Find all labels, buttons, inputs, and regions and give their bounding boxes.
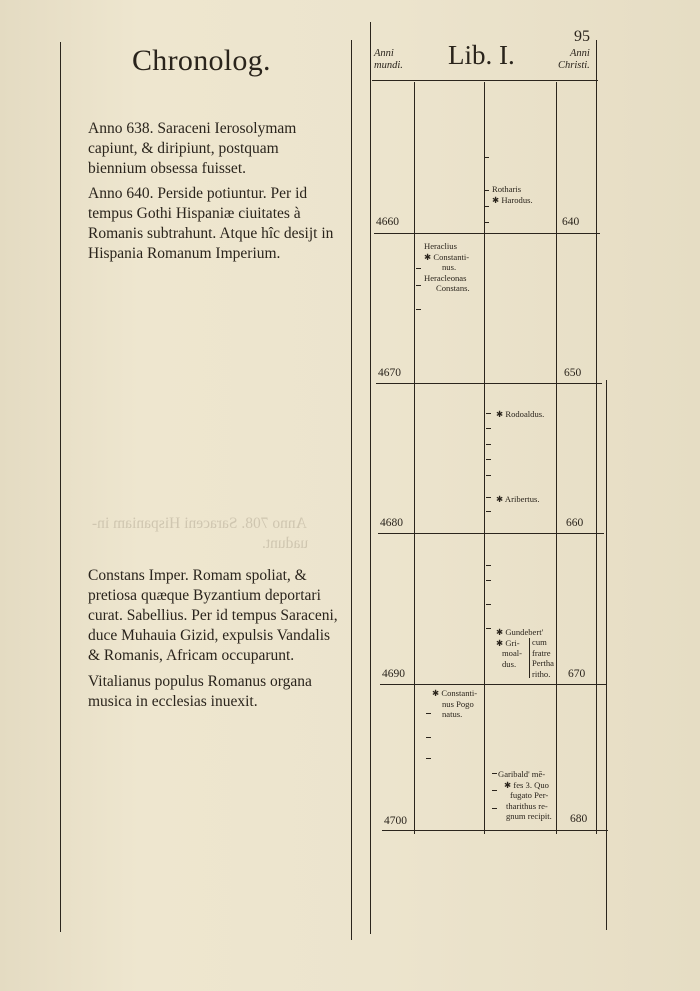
- tick-mark: [426, 758, 431, 759]
- tick-mark: [486, 511, 491, 512]
- tick-mark: [484, 206, 489, 207]
- page-number: 95: [574, 28, 590, 45]
- decade-rule-4660: [374, 233, 600, 234]
- header-anni-christi: Anni Christi.: [558, 48, 590, 71]
- tick-mark: [484, 222, 489, 223]
- paragraph-anno-640: Anno 640. Perside potiuntur. Per id tempus Gothi Hispaniæ ciuitates à Romanis subtrahunt. Atque hîc desijt in Hispania Romanum Imperium.: [88, 185, 334, 262]
- tick-mark: [484, 157, 489, 158]
- left-text-rule: [351, 40, 352, 940]
- table-col-rule-2: [484, 82, 485, 834]
- entry-gundebert-grimoaldus: ✱ Gundebert' ✱ Gri- moal- dus.: [496, 627, 544, 669]
- tick-mark: [486, 475, 491, 476]
- entry-rotharis-harodus: Rotharis ✱ Harodus.: [492, 184, 533, 205]
- tick-mark: [486, 580, 491, 581]
- paragraph-vitalianus: Vitalianus populus Romanus organa musica in ecclesias inuexit.: [88, 673, 312, 710]
- entry-constantinus-pogonatus: ✱ Constanti- nus Pogo natus.: [432, 688, 478, 719]
- entry-heraclius-constans: Heraclius ✱ Constanti- nus. Heracleonas Constans.: [424, 241, 470, 293]
- paragraph-anno-638: Anno 638. Saraceni Ierosolymam capiunt, & diripiunt, postquam biennium obsessa fuisset.: [88, 120, 297, 177]
- tick-mark: [492, 773, 497, 774]
- table-outer-right-rule: [596, 40, 597, 834]
- tick-mark: [426, 713, 431, 714]
- year-christi-660: 660: [566, 517, 584, 529]
- table-col-rule-1: [414, 82, 415, 834]
- tick-mark: [486, 413, 491, 414]
- header-anni-mundi: Anni mundi.: [374, 48, 403, 71]
- tick-mark: [486, 497, 491, 498]
- paragraph-constans: Constans Imper. Romam spoliat, & pretiosa quæque Byzantium deportari curat. Sabellius. Per id tempus Saraceni, duce Muhauia Gizid, expulsis Vandalis & Romanis, Africam occuparunt.: [88, 567, 338, 664]
- year-christi-680: 680: [570, 813, 588, 825]
- year-mundi-4700: 4700: [384, 815, 407, 827]
- entry-aribertus: ✱ Aribertus.: [496, 494, 540, 504]
- year-mundi-4670: 4670: [378, 367, 401, 379]
- tick-mark: [484, 190, 489, 191]
- year-mundi-4680: 4680: [380, 517, 403, 529]
- entry-garibald-pertharithus: Garibald' mē- ✱ fes 3. Quo fugato Per- tharithus re- gnum recipit.: [498, 769, 552, 821]
- decade-rule-4700: [382, 830, 608, 831]
- tick-mark: [486, 604, 491, 605]
- left-margin-rule: [60, 42, 61, 932]
- tick-mark: [486, 565, 491, 566]
- tick-mark: [416, 285, 421, 286]
- decade-rule-4670: [376, 383, 602, 384]
- right-edge-rule: [606, 380, 607, 930]
- tick-mark: [486, 428, 491, 429]
- tick-mark: [492, 790, 497, 791]
- decade-rule-4690: [380, 684, 606, 685]
- running-title: Chronolog.: [132, 44, 271, 77]
- header-underline: [372, 80, 598, 81]
- decade-rule-4680: [378, 533, 604, 534]
- showthrough-text-line-2: uadunt.: [262, 535, 309, 552]
- tick-mark: [486, 459, 491, 460]
- year-christi-640: 640: [562, 216, 580, 228]
- year-mundi-4660: 4660: [376, 216, 399, 228]
- tick-mark: [416, 309, 421, 310]
- tick-mark: [416, 268, 421, 269]
- table-col-rule-3: [556, 82, 557, 834]
- tick-mark: [486, 628, 491, 629]
- year-mundi-4690: 4690: [382, 668, 405, 680]
- entry-cum-fratre-perthario: cum fratre Pertha ritho.: [532, 637, 554, 679]
- entry-rodoaldus: ✱ Rodoaldus.: [496, 409, 545, 419]
- table-outer-left-rule: [370, 22, 371, 934]
- tick-mark: [492, 808, 497, 809]
- entry-divider: [529, 638, 530, 678]
- tick-mark: [426, 737, 431, 738]
- showthrough-text-line-1: Anno 708. Saraceni Hispaniam in-: [92, 515, 307, 532]
- book-header-lib: Lib. I.: [448, 40, 515, 70]
- tick-mark: [486, 444, 491, 445]
- year-christi-670: 670: [568, 668, 586, 680]
- year-christi-650: 650: [564, 367, 582, 379]
